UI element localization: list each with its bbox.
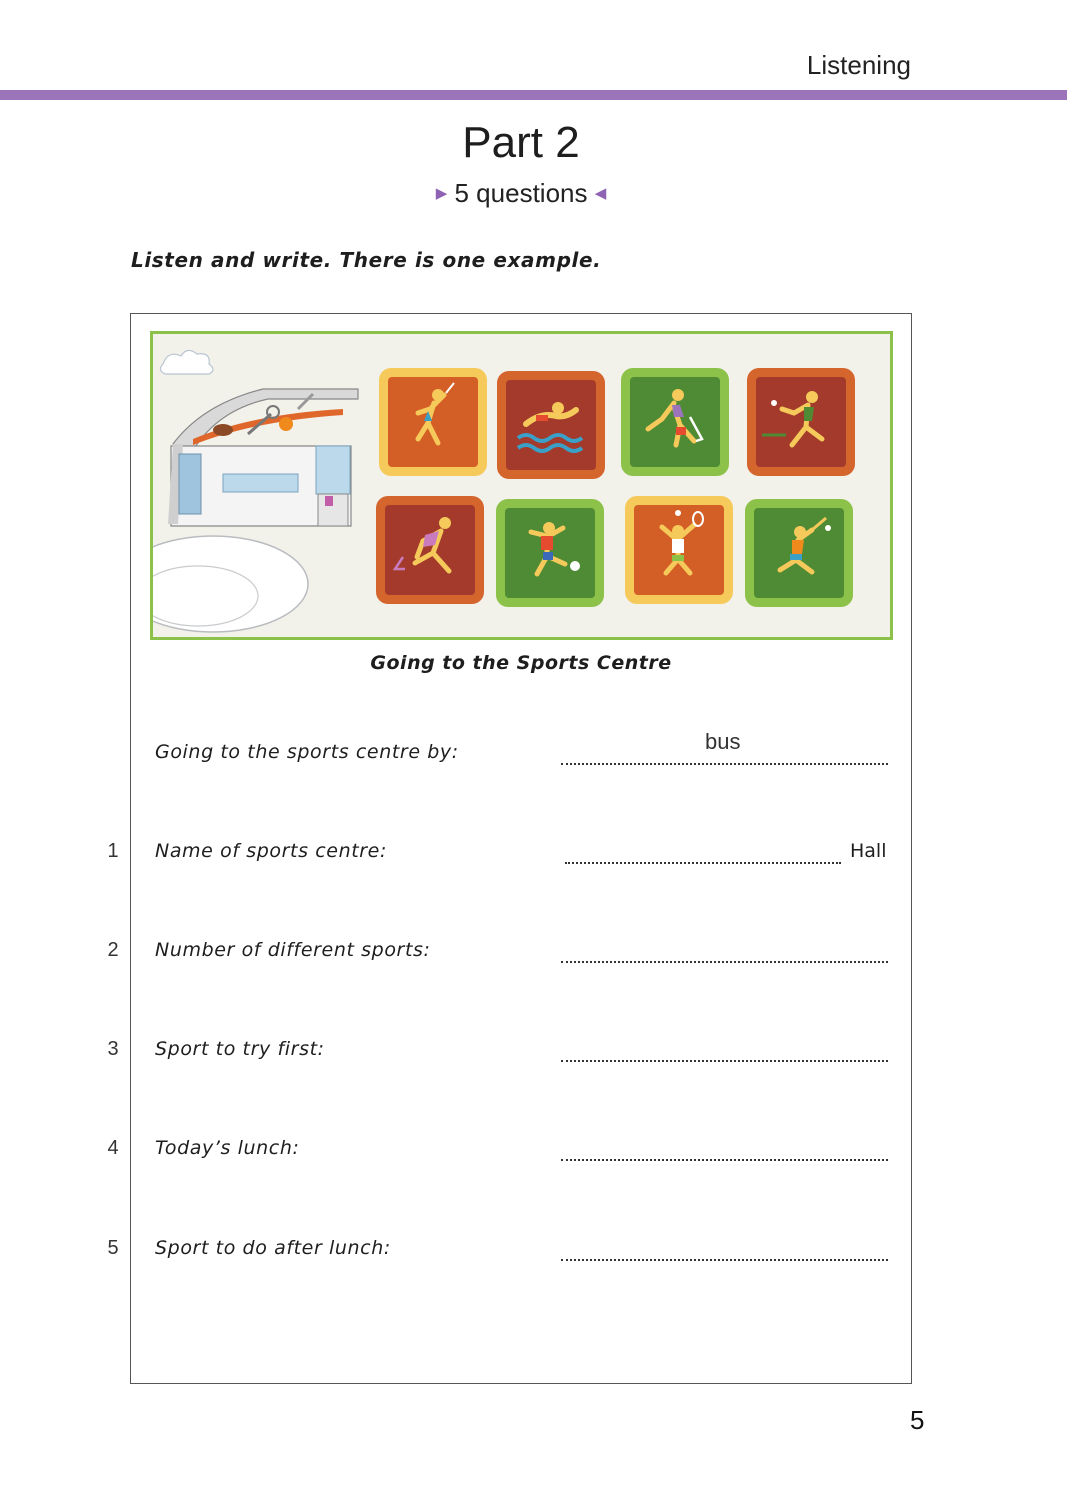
answer-line[interactable] [565, 838, 841, 864]
sport-tile [625, 496, 733, 604]
question-count-text: 5 questions [454, 178, 588, 208]
question-count [0, 178, 1042, 209]
instruction: Listen and write. There is one example. [131, 248, 602, 272]
example-row [0, 729, 1067, 775]
sport-tile [496, 499, 604, 607]
question-row [0, 834, 1067, 874]
answer-suffix: Hall [850, 840, 887, 862]
sport-tile [376, 496, 484, 604]
right-triangle-icon: ▶ [435, 185, 448, 202]
tennis-player-icon [634, 505, 724, 595]
answer-line[interactable] [561, 1235, 888, 1261]
baseball-player-icon [754, 508, 844, 598]
question-row [0, 1231, 1067, 1271]
ice-hockey-player-icon [385, 505, 475, 595]
table-tennis-player-icon [756, 377, 846, 467]
answer-line[interactable] [561, 1135, 888, 1161]
sport-tile [379, 368, 487, 476]
badminton-player-icon [388, 377, 478, 467]
left-triangle-icon: ◀ [594, 185, 607, 202]
section-label: Listening [806, 50, 911, 80]
question-label: Sport to do after lunch: [155, 1237, 391, 1259]
question-label: Sport to try first: [155, 1038, 325, 1060]
sport-tile [497, 371, 605, 479]
answer-line[interactable] [561, 937, 888, 963]
question-row [0, 1131, 1067, 1171]
part-title: Part 2 [462, 118, 580, 167]
question-number: 1 [107, 840, 119, 862]
example-answer: bus [705, 729, 741, 754]
sports-centre-picture [150, 331, 893, 640]
sport-tile [621, 368, 729, 476]
question-label: Name of sports centre: [155, 840, 387, 862]
question-label: Number of different sports: [155, 939, 431, 961]
question-number: 2 [107, 939, 119, 961]
answer-line[interactable] [561, 1036, 888, 1062]
question-number: 5 [107, 1237, 119, 1259]
question-number: 3 [107, 1038, 119, 1060]
hockey-player-icon [630, 377, 720, 467]
sport-tile [747, 368, 855, 476]
picture-caption: Going to the Sports Centre [370, 652, 672, 674]
header-rule [0, 90, 1067, 100]
swimmer-icon [506, 380, 596, 470]
question-label: Today’s lunch: [155, 1137, 300, 1159]
question-row [0, 1032, 1067, 1072]
page-number: 5 [910, 1405, 925, 1435]
football-player-icon [505, 508, 595, 598]
question-number: 4 [107, 1137, 119, 1159]
sport-tile [745, 499, 853, 607]
question-row [0, 933, 1067, 973]
example-label: Going to the sports centre by: [155, 741, 459, 763]
